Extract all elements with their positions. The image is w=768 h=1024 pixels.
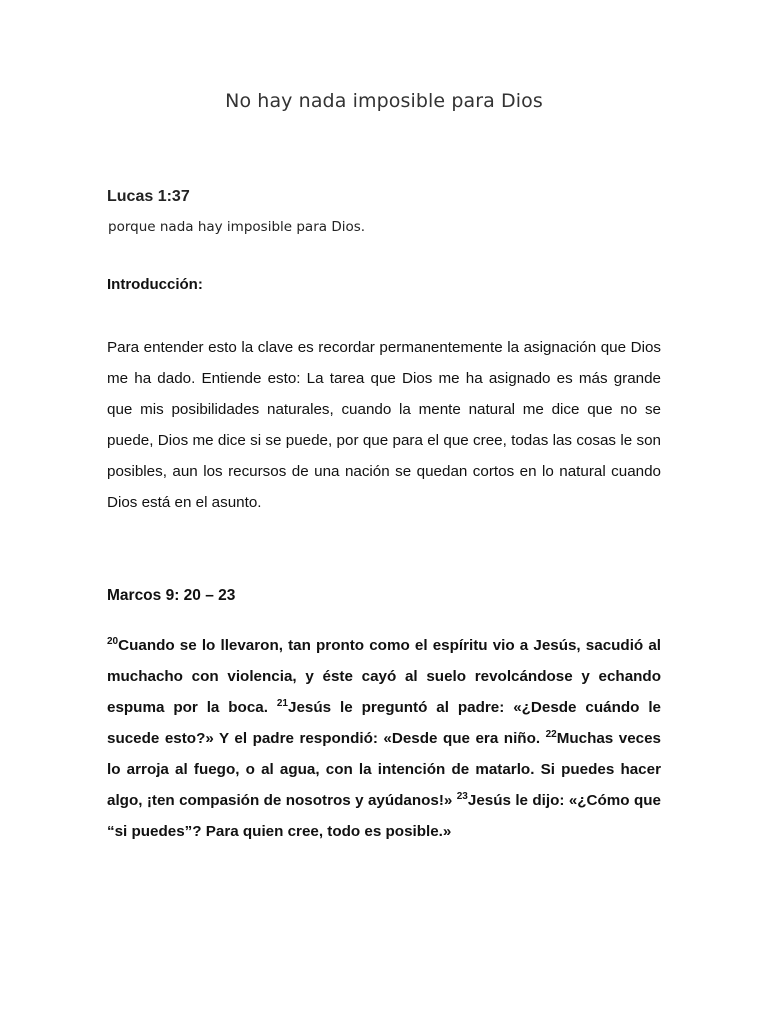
verse-text: Muchas veces lo arroja al fuego, o al agua, con la intención de matarlo. Si puedes hacer algo, ¡ten compasión de nosotros y ayúdanos!»: [107, 730, 661, 809]
verse-number: 23: [456, 790, 468, 802]
passage-paragraph: [107, 630, 661, 847]
verse-number: 21: [276, 697, 288, 709]
verse-number: 22: [545, 728, 557, 740]
passage-heading: Marcos 9: 20 – 23: [107, 587, 236, 604]
verse-number: 20: [107, 635, 119, 647]
document-title: No hay nada imposible para Dios: [225, 90, 543, 112]
introduction-heading: Introducción:: [107, 276, 203, 293]
scripture-reference-text: porque nada hay imposible para Dios.: [108, 219, 366, 235]
scripture-reference-heading: Lucas 1:37: [107, 188, 190, 205]
introduction-paragraph: Para entender esto la clave es recordar permanentemente la asignación que Dios me ha dado. Entiende esto: La tarea que Dios me ha asignado es más grande que mis posibilidades naturales, cuando la mente natural me dice que no se puede, Dios me dice si se puede, por que para el que cree, todas las cosas le son posibles, aun los recursos de una nación se quedan cortos en lo natural cuando Dios está en el asunto.: [107, 339, 661, 511]
verse-text: Cuando se lo llevaron, tan pronto como el espíritu vio a Jesús, sacudió al muchacho con violencia, y éste cayó al suelo revolcándose y echando espuma por la boca.: [107, 637, 661, 716]
verse-text: Jesús le preguntó al padre: «¿Desde cuándo le sucede esto?» Y el padre respondió: «Desde que era niño.: [107, 699, 662, 747]
verse-text: Jesús le dijo: «¿Cómo que “si puedes”? Para quien cree, todo es posible.»: [107, 792, 661, 840]
